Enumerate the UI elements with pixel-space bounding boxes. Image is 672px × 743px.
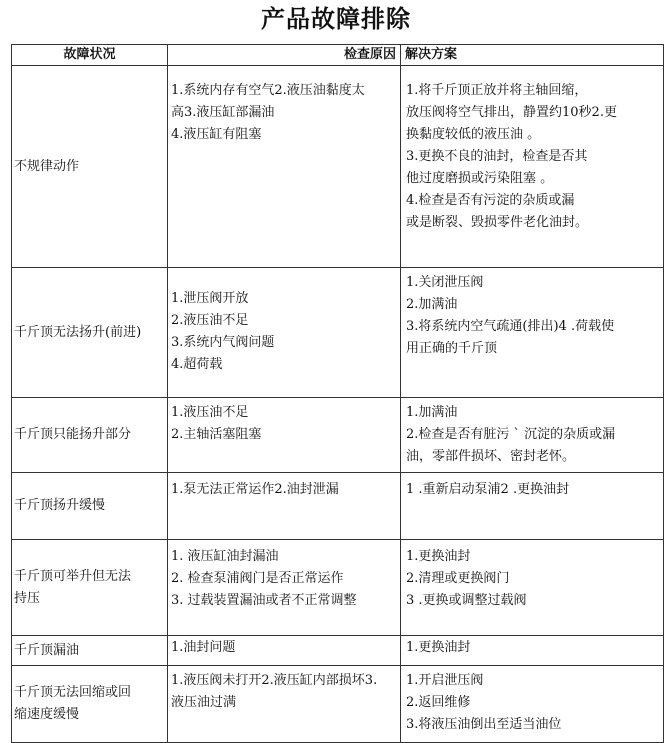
solution-line: 1.更换油封 [406, 640, 471, 655]
table-row [12, 268, 664, 398]
table-row [12, 636, 664, 666]
solution-line: 3.将液压油倒出至适当油位 [406, 717, 562, 732]
symptom-text: 不规律动作 [14, 158, 80, 174]
solution-line: 2.清理或更换阀门 [406, 571, 510, 586]
cause-line: 2.主轴活塞阻塞 [171, 427, 262, 442]
symptom-text: 千斤顶可举升但无法 [14, 568, 132, 584]
cause-cell [168, 666, 401, 743]
solution-line: 3 .更换或调整过载阀 [406, 593, 527, 608]
symptom-cell [12, 398, 168, 473]
symptom-text: 千斤顶无法扬升(前进) [14, 324, 142, 340]
table-row [12, 66, 664, 268]
table-row [12, 540, 664, 636]
table-row [12, 398, 664, 473]
solution-line: 1.开启泄压阀 [406, 673, 484, 688]
symptom-text: 持压 [14, 590, 41, 606]
cause-line: 1.液压阀未打开2.液压缸内部损坏3. [171, 673, 378, 688]
cause-line: 高3.液压缸部漏油 [171, 105, 275, 120]
solution-line: 3.将系统内空气疏通(排出)4 .荷载使 [406, 319, 615, 334]
cause-cell [168, 268, 401, 398]
symptom-cell [12, 473, 168, 540]
symptom-cell [12, 666, 168, 743]
solution-line: 3.更换不良的油封，检查是否其 [406, 149, 588, 164]
cause-line: 1.泵无法正常运作2.油封泄漏 [171, 482, 339, 497]
cause-cell [168, 473, 401, 540]
solution-line: 2.检查是否有脏污 ` 沉淀的杂质或漏 [406, 427, 616, 442]
solution-cell [401, 540, 664, 636]
cause-line: 3.系统内气阀问题 [171, 335, 275, 350]
symptom-text: 缩速度缓慢 [14, 707, 80, 722]
solution-cell [401, 636, 664, 666]
solution-line: 用正确的千斤顶 [406, 341, 498, 356]
cause-line: 4.液压缸有阻塞 [171, 127, 262, 142]
solution-cell [401, 66, 664, 268]
header-cause: 检查原因 [168, 45, 401, 66]
cause-line: 1.系统内存有空气2.液压油黏度太 [171, 83, 365, 98]
solution-line: 换黏度较低的液压油 。 [406, 127, 541, 142]
symptom-cell [12, 540, 168, 636]
cause-line: 3. 过载装置漏油或者不正常调整 [171, 593, 357, 608]
solution-cell [401, 473, 664, 540]
solution-line: 2.返回维修 [406, 695, 471, 710]
cause-line: 1.泄压阀开放 [171, 291, 249, 306]
header-symptom: 故障状况 [12, 45, 168, 66]
cause-cell [168, 66, 401, 268]
cause-line: 4.超荷载 [171, 357, 223, 372]
cause-cell [168, 540, 401, 636]
symptom-cell [12, 636, 168, 666]
table-header-row [12, 45, 664, 66]
solution-line: 2.加满油 [406, 297, 458, 312]
page-title: 产品故障排除 [261, 5, 411, 33]
symptom-text: 千斤顶扬升缓慢 [14, 498, 106, 513]
solution-cell [401, 398, 664, 473]
cause-cell [168, 398, 401, 473]
solution-line: 1.加满油 [406, 405, 458, 420]
solution-line: 他过度磨损或污染阻塞 。 [406, 171, 554, 186]
symptom-text: 千斤顶无法回缩或回 [14, 685, 132, 700]
cause-line: 1.液压油不足 [171, 405, 249, 420]
cause-line: 2.液压油不足 [171, 313, 249, 328]
solution-line: 4.检查是否有污淀的杂质或漏 [406, 193, 575, 208]
solution-line: 1.更换油封 [406, 549, 471, 564]
symptom-text: 千斤顶漏油 [14, 642, 80, 658]
solution-line: 或是断裂、毁损零件老化油封。 [406, 215, 589, 230]
cause-cell [168, 636, 401, 666]
troubleshooting-table [11, 44, 664, 743]
cause-line: 1. 液压缸油封漏油 [171, 549, 279, 564]
symptom-cell [12, 66, 168, 268]
symptom-cell [12, 268, 168, 398]
header-solution: 解决方案 [401, 45, 664, 66]
solution-cell [401, 666, 664, 743]
symptom-text: 千斤顶只能扬升部分 [14, 427, 132, 442]
solution-line: 油，零部件损坏、密封老怀。 [406, 449, 576, 464]
cause-line: 1.油封问题 [171, 640, 236, 655]
solution-line: 放压阀将空气排出，静置约10秒2.更 [406, 105, 617, 120]
solution-line: 1 .重新启动泵浦2 .更换油封 [406, 482, 570, 497]
solution-cell [401, 268, 664, 398]
cause-line: 2. 检查泵浦阀门是否正常运作 [171, 571, 344, 586]
solution-line: 1.将千斤顶正放并将主轴回缩， [406, 83, 588, 98]
solution-line: 1.关闭泄压阀 [406, 275, 484, 290]
table-row [12, 666, 664, 743]
table-row [12, 473, 664, 540]
cause-line: 液压油过满 [171, 695, 237, 710]
